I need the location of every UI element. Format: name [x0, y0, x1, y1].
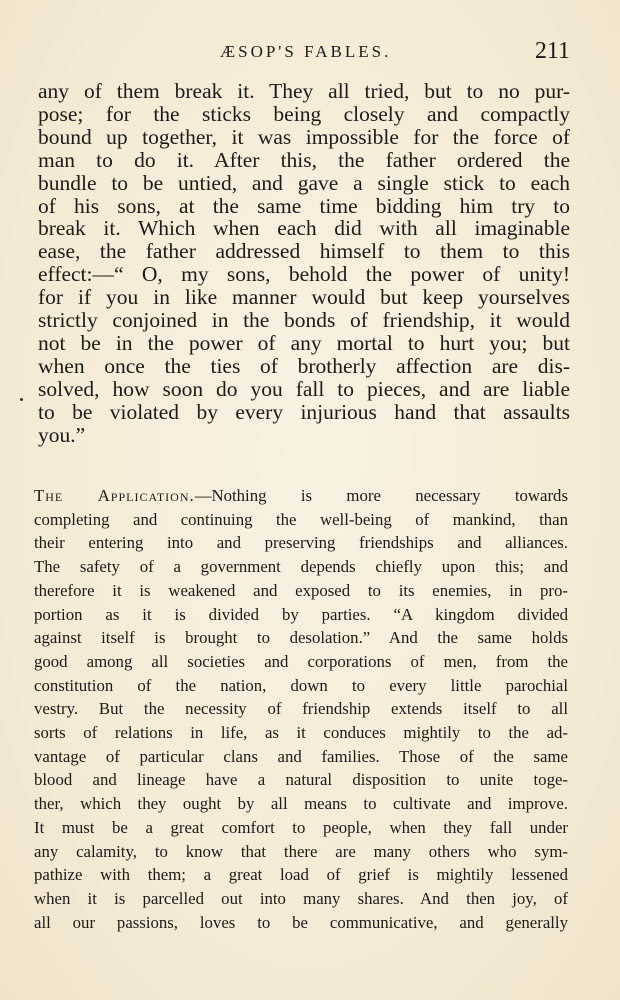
application-line: their entering into and preserving friendships and alliances. — [34, 533, 568, 553]
application-line: ther, which they ought by all means to cultivate and improve. — [34, 794, 568, 814]
application-line: vestry. But the necessity of friendship extends itself to all — [34, 699, 568, 719]
fable-line: pose; for the sticks being closely and compactly — [38, 101, 570, 126]
application-line: therefore it is weakened and exposed to its enemies, in pro- — [34, 580, 568, 600]
fable-paragraph — [38, 80, 570, 447]
application-line: against itself is brought to desolation.” And the same holds — [34, 628, 568, 648]
fable-line: you.” — [38, 422, 86, 447]
page-number: 211 — [534, 38, 570, 64]
application-first-line — [34, 484, 568, 508]
fable-line: bound up together, it was impossible for the force of — [38, 124, 570, 149]
application-line: when it is parcelled out into many shares. And then joy, of — [34, 888, 568, 908]
fable-line: effect:—“ O, my sons, behold the power of unity! — [38, 262, 570, 287]
fable-line: when once the ties of brotherly affection are dis- — [38, 353, 570, 378]
application-line: It must be a great comfort to people, when they fall under — [34, 817, 568, 837]
application-line: vantage of particular clans and families. Those of the same — [34, 746, 568, 766]
fable-line: any of them break it. They all tried, but to no pur- — [38, 79, 570, 103]
fable-line: solved, how soon do you fall to pieces, and are liable — [38, 376, 570, 401]
application-line: portion as it is divided by parties. “A kingdom divided — [34, 604, 568, 624]
application-line: good among all societies and corporations of men, from the — [34, 651, 568, 671]
fable-line: bundle to be untied, and gave a single stick to each — [38, 170, 570, 195]
application-line: all our passions, loves to be communicative, and generally — [34, 912, 568, 932]
application-line: pathize with them; a great load of grief is mightily lessened — [34, 865, 568, 885]
fable-line: to be violated by every injurious hand that assaults — [38, 399, 570, 424]
application-heading: The Application. — [34, 486, 195, 505]
application-line: completing and continuing the well-being of mankind, than — [34, 509, 568, 529]
fable-line: man to do it. After this, the father ordered the — [38, 147, 570, 172]
running-head — [220, 40, 580, 70]
application-line: any calamity, to know that there are many others who sym- — [34, 841, 568, 861]
application-line: —Nothing is more necessary towards — [194, 486, 568, 505]
application-paragraph — [34, 484, 568, 934]
fable-line: break it. Which when each did with all imaginable — [38, 216, 570, 241]
fable-line: for if you in like manner would but keep yourselves — [38, 285, 570, 310]
margin-mark — [20, 398, 23, 401]
application-line: sorts of relations in life, as it conduces mightily to the ad- — [34, 723, 568, 743]
fable-line: of his sons, at the same time bidding him try to — [38, 193, 570, 218]
application-line: The safety of a government depends chiefly upon this; and — [34, 557, 568, 577]
fable-line: strictly conjoined in the bonds of friendship, it would — [38, 308, 570, 333]
application-line: blood and lineage have a natural disposition to unite toge- — [34, 770, 568, 790]
application-line: constitution of the nation, down to every little parochial — [34, 675, 568, 695]
fable-line: ease, the father addressed himself to them to this — [38, 239, 570, 264]
running-title: ÆSOP'S FABLES. — [220, 42, 392, 61]
fable-line: not be in the power of any mortal to hurt you; but — [38, 330, 570, 355]
